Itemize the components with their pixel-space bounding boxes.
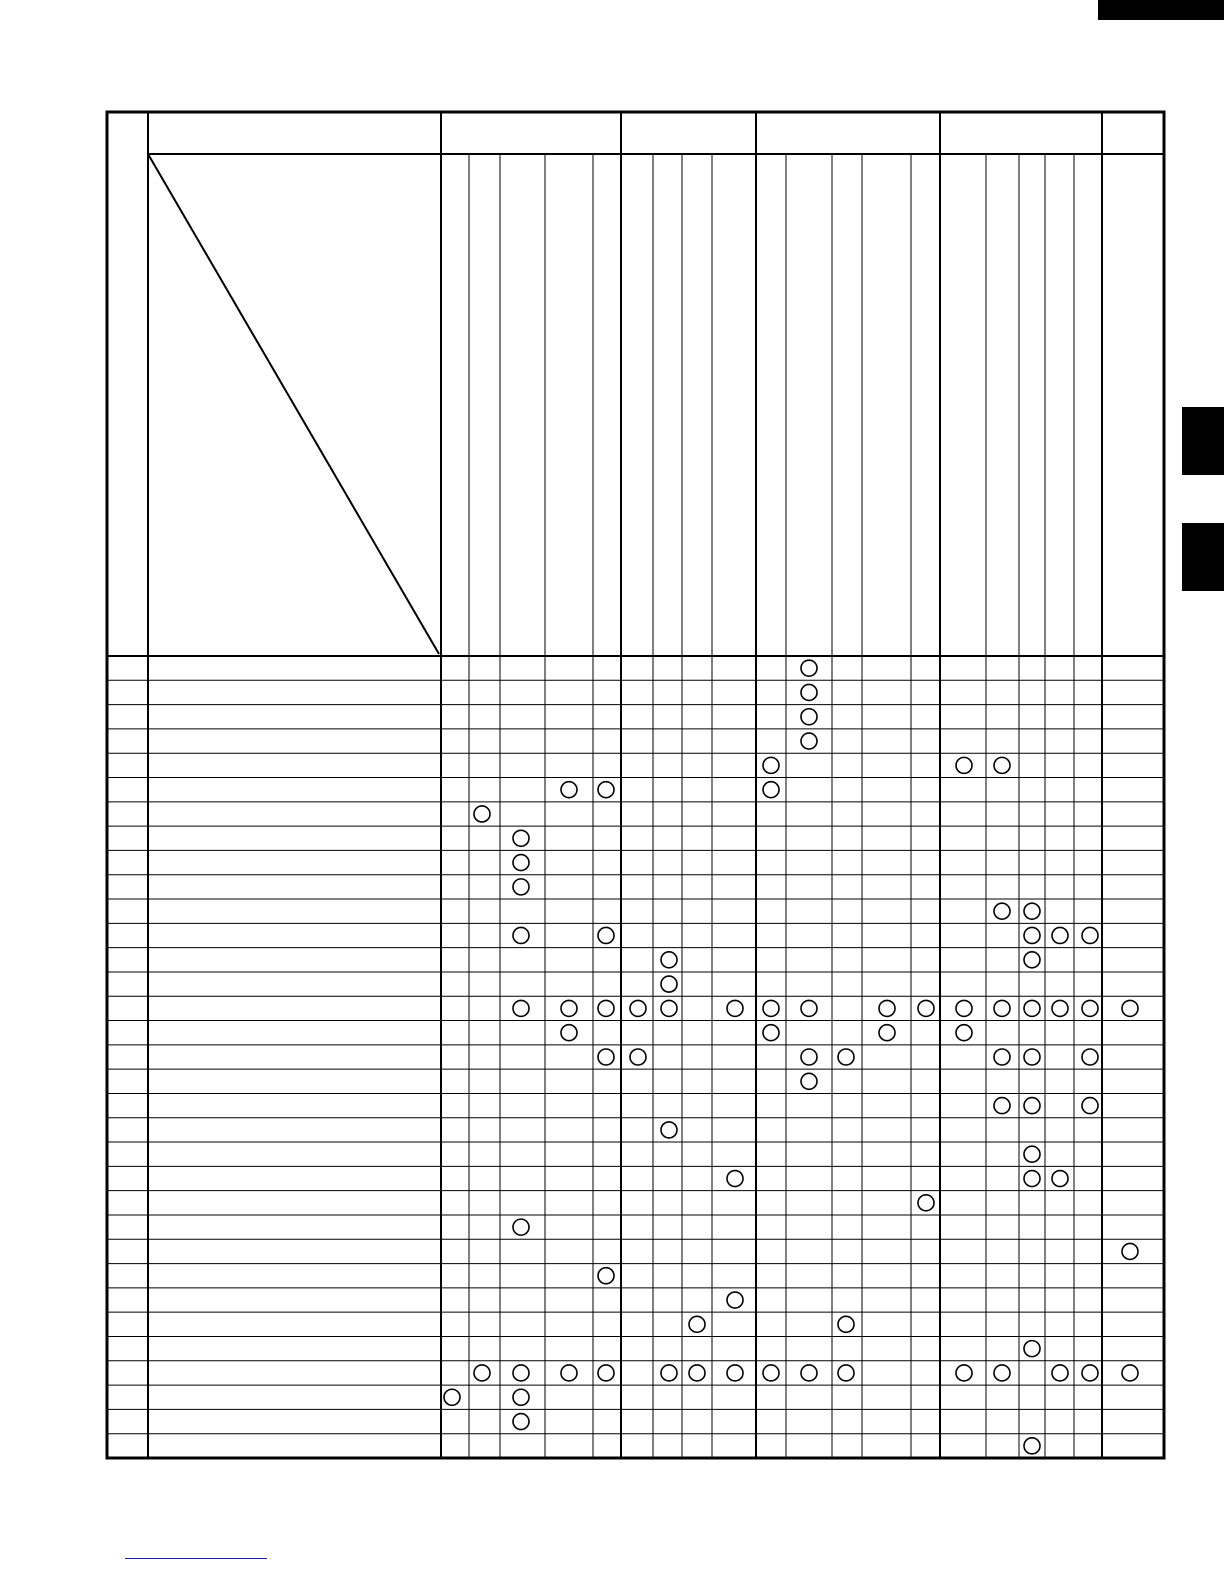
check-circle-mark — [994, 1000, 1010, 1016]
check-circle-mark — [801, 1073, 817, 1089]
check-circle-mark — [561, 1000, 577, 1016]
check-circle-mark — [630, 1000, 646, 1016]
check-circle-mark — [838, 1049, 854, 1065]
check-circle-mark — [513, 1414, 529, 1430]
check-circle-mark — [956, 1000, 972, 1016]
check-circle-mark — [763, 1025, 779, 1041]
check-circle-mark — [763, 1000, 779, 1016]
check-circle-mark — [879, 1000, 895, 1016]
check-circle-mark — [1024, 1438, 1040, 1454]
check-circle-mark — [661, 1122, 677, 1138]
check-circle-mark — [598, 782, 614, 798]
check-circle-mark — [1024, 903, 1040, 919]
check-circle-mark — [801, 660, 817, 676]
check-circle-mark — [513, 927, 529, 943]
check-circle-mark — [994, 1049, 1010, 1065]
check-circle-mark — [801, 1049, 817, 1065]
check-circle-mark — [661, 952, 677, 968]
check-circle-mark — [1082, 1098, 1098, 1114]
check-circle-mark — [1082, 1049, 1098, 1065]
footer-link-underline[interactable] — [125, 1558, 267, 1559]
check-circle-mark — [994, 757, 1010, 773]
check-circle-mark — [763, 782, 779, 798]
check-circle-mark — [879, 1025, 895, 1041]
check-circle-mark — [598, 1049, 614, 1065]
check-circle-mark — [598, 927, 614, 943]
check-circle-mark — [444, 1389, 460, 1405]
check-circle-mark — [763, 1365, 779, 1381]
check-circle-mark — [918, 1000, 934, 1016]
check-circle-mark — [513, 855, 529, 871]
check-circle-mark — [956, 757, 972, 773]
check-circle-mark — [727, 1000, 743, 1016]
check-circle-mark — [994, 903, 1010, 919]
check-circle-mark — [1024, 1000, 1040, 1016]
check-circle-mark — [630, 1049, 646, 1065]
check-circle-mark — [1024, 1146, 1040, 1162]
check-circle-mark — [1082, 927, 1098, 943]
check-circle-mark — [918, 1195, 934, 1211]
check-circle-mark — [661, 1000, 677, 1016]
check-circle-mark — [689, 1365, 705, 1381]
check-circle-mark — [801, 1000, 817, 1016]
check-circle-mark — [661, 1365, 677, 1381]
check-circle-mark — [513, 830, 529, 846]
check-circle-mark — [1024, 1098, 1040, 1114]
check-circle-mark — [994, 1365, 1010, 1381]
check-circle-mark — [561, 782, 577, 798]
check-circle-mark — [956, 1365, 972, 1381]
check-circle-mark — [801, 684, 817, 700]
check-circle-mark — [838, 1316, 854, 1332]
check-circle-mark — [801, 709, 817, 725]
check-circle-mark — [1052, 1000, 1068, 1016]
check-circle-mark — [513, 1365, 529, 1381]
check-circle-mark — [763, 757, 779, 773]
check-circle-mark — [1024, 927, 1040, 943]
check-circle-mark — [513, 1219, 529, 1235]
check-circle-mark — [994, 1098, 1010, 1114]
check-circle-mark — [956, 1025, 972, 1041]
check-circle-mark — [1024, 1049, 1040, 1065]
check-circle-mark — [727, 1171, 743, 1187]
check-circle-mark — [1024, 1171, 1040, 1187]
check-circle-mark — [689, 1316, 705, 1332]
check-circle-mark — [1082, 1365, 1098, 1381]
check-circle-mark — [598, 1365, 614, 1381]
check-circle-mark — [838, 1365, 854, 1381]
check-circle-mark — [513, 879, 529, 895]
check-circle-mark — [1052, 1365, 1068, 1381]
check-circle-mark — [801, 733, 817, 749]
check-circle-mark — [727, 1365, 743, 1381]
check-circle-mark — [561, 1025, 577, 1041]
check-circle-mark — [474, 1365, 490, 1381]
check-circle-mark — [598, 1268, 614, 1284]
check-circle-mark — [474, 806, 490, 822]
check-circle-mark — [1052, 1171, 1068, 1187]
check-circle-mark — [1082, 1000, 1098, 1016]
check-circle-mark — [598, 1000, 614, 1016]
check-circle-mark — [513, 1389, 529, 1405]
check-circle-mark — [1122, 1000, 1138, 1016]
check-circle-mark — [661, 976, 677, 992]
check-circle-mark — [727, 1292, 743, 1308]
check-circle-mark — [1024, 952, 1040, 968]
check-circle-mark — [1122, 1243, 1138, 1259]
header-diagonal — [148, 154, 439, 654]
check-circle-mark — [1024, 1341, 1040, 1357]
check-circle-mark — [561, 1365, 577, 1381]
check-circle-mark — [513, 1000, 529, 1016]
check-circle-mark — [1122, 1365, 1138, 1381]
check-circle-mark — [1052, 927, 1068, 943]
table-frame — [107, 112, 1164, 1458]
check-circle-mark — [801, 1365, 817, 1381]
